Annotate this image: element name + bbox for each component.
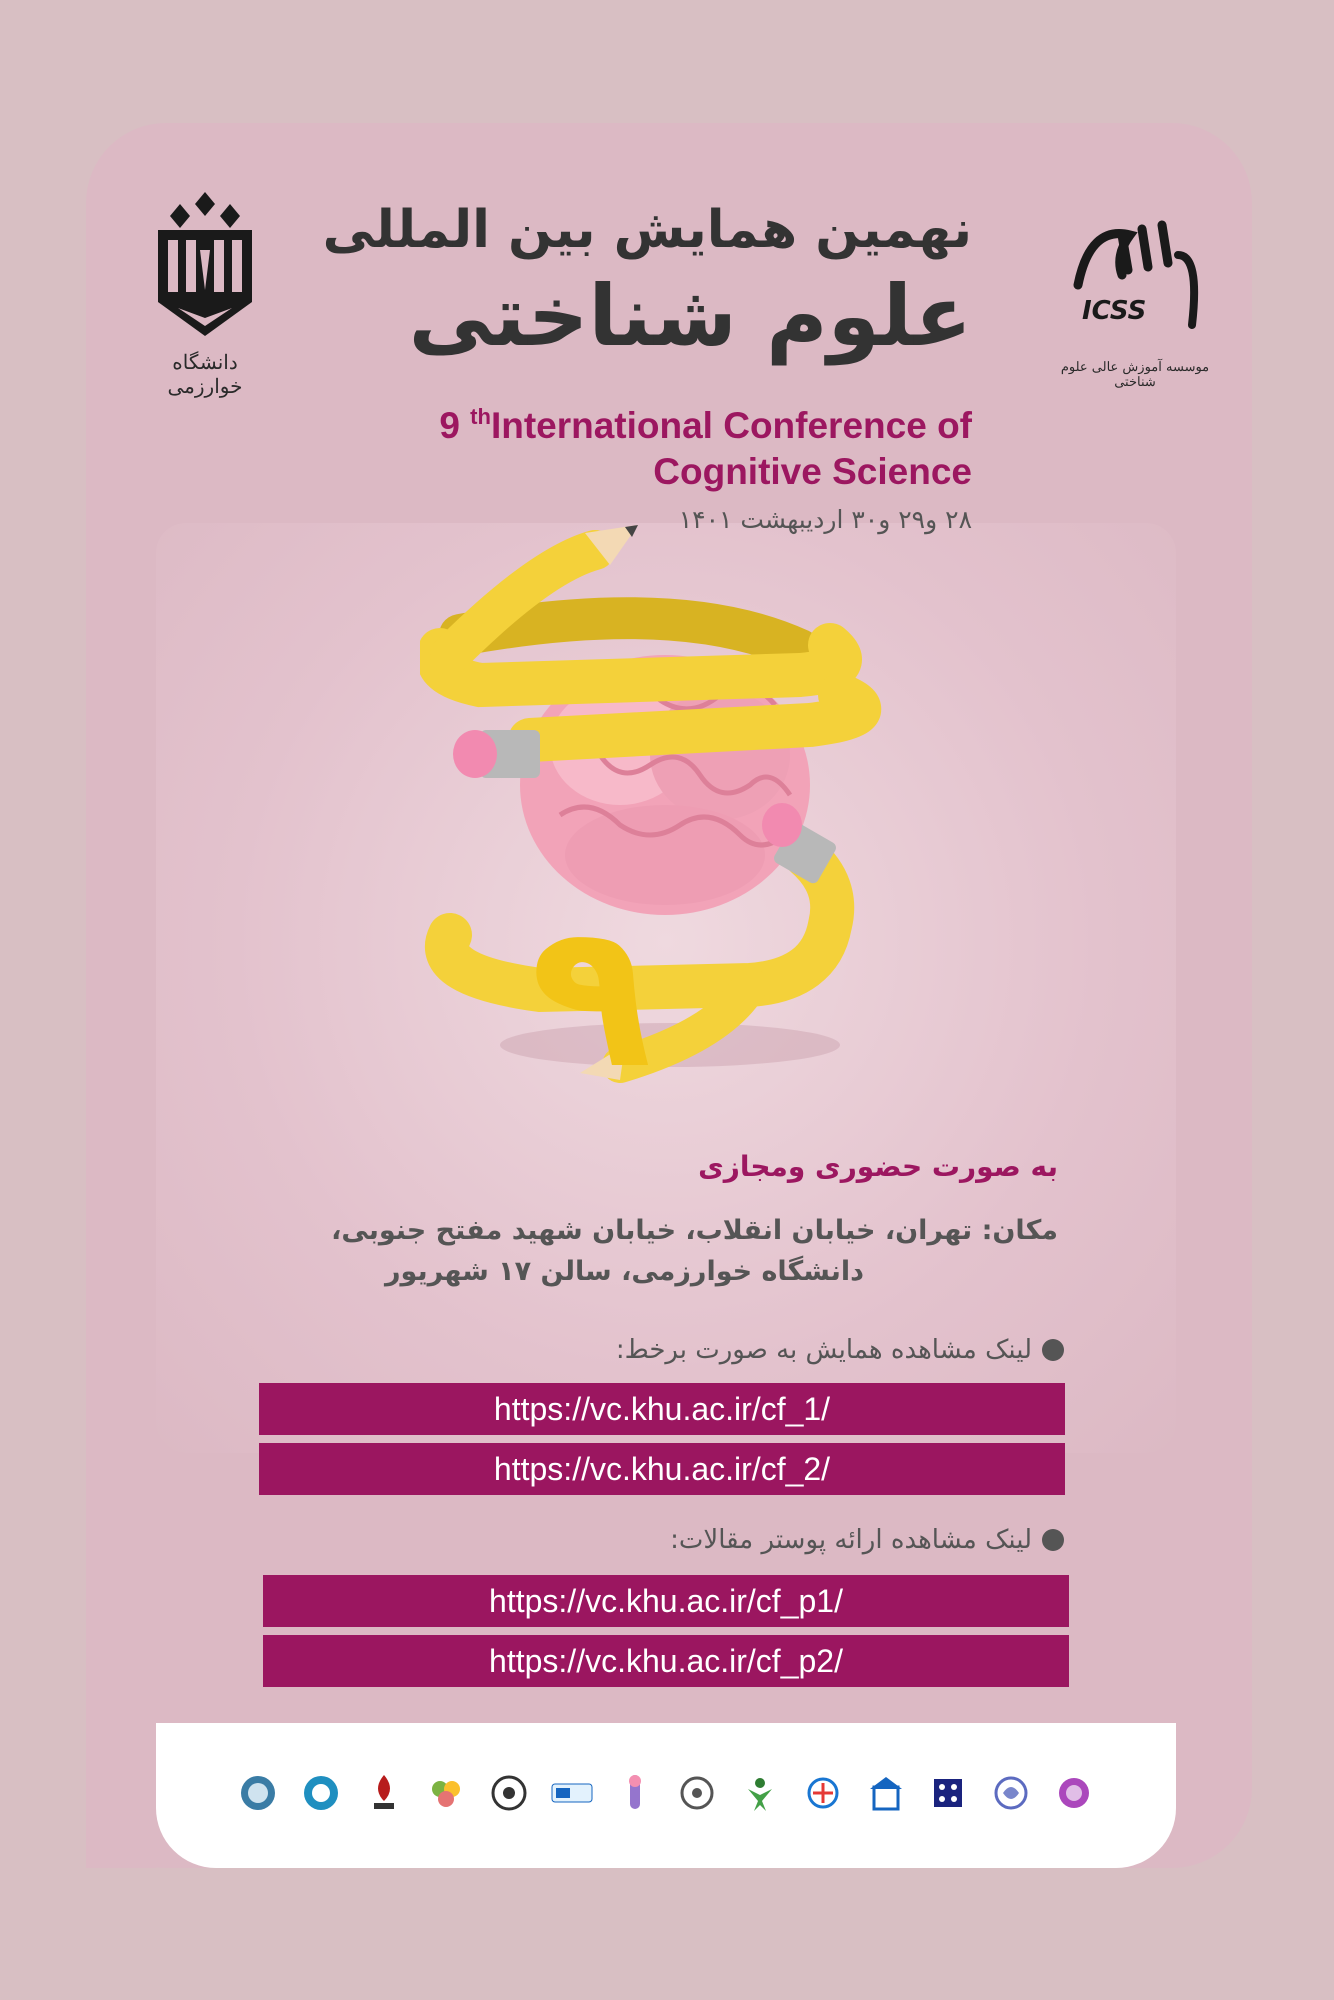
sponsor-logo-9-icon [738, 1768, 782, 1818]
title-persian-line1: نهمین همایش بین المللی [322, 200, 972, 260]
eraser-icon [453, 730, 497, 778]
pencil-brain-illustration [420, 525, 920, 1090]
icss-emblem-icon [1060, 215, 1210, 355]
title-english-line1-text: International Conference of [490, 405, 972, 446]
live-link-2[interactable]: https://vc.khu.ac.ir/cf_2/ [259, 1443, 1065, 1495]
sponsor-logo-5-icon [487, 1768, 531, 1818]
poster-link-1[interactable]: https://vc.khu.ac.ir/cf_p1/ [263, 1575, 1069, 1627]
live-links-heading-text: لینک مشاهده همایش به صورت برخط: [615, 1335, 1032, 1365]
icss-mark-text: ICSS [1082, 296, 1147, 326]
live-link-1[interactable]: https://vc.khu.ac.ir/cf_1/ [259, 1383, 1065, 1435]
live-links-heading [616, 1335, 1064, 1365]
sponsor-logo-4-icon [424, 1768, 468, 1818]
icss-name: موسسه آموزش عالی علوم شناختی [1060, 360, 1210, 390]
sponsor-logo-6-icon [550, 1768, 594, 1818]
conference-date: ۲۸ و۲۹ و۳۰ اردیبهشت ۱۴۰۱ [678, 505, 972, 534]
university-emblem-icon [140, 190, 270, 340]
attendance-mode: به صورت حضوری ومجازی [698, 1150, 1058, 1183]
icss-logo [1060, 215, 1210, 390]
sponsor-logo-7-icon [613, 1768, 657, 1818]
bullet-dot-icon [1042, 1529, 1064, 1551]
sponsor-logo-13-icon [989, 1768, 1033, 1818]
poster-links-heading [670, 1525, 1064, 1555]
title-persian-line2: علوم شناختی [408, 267, 972, 365]
title-english-line1 [439, 404, 972, 447]
edition-number: 9 [439, 405, 460, 446]
bullet-dot-icon [1042, 1339, 1064, 1361]
sponsor-logo-8-icon [675, 1768, 719, 1818]
venue-line-1: مکان: تهران، خیابان انقلاب، خیابان شهید مفتح جنوبی، [331, 1215, 1058, 1246]
poster-link-2[interactable]: https://vc.khu.ac.ir/cf_p2/ [263, 1635, 1069, 1687]
sponsor-logo-2-icon [299, 1768, 343, 1818]
title-english-line2: Cognitive Science [653, 451, 972, 492]
sponsor-logo-3-icon [362, 1768, 406, 1818]
sponsor-logo-10-icon [801, 1768, 845, 1818]
sponsor-logo-14-icon [1052, 1768, 1096, 1818]
venue-line-2: دانشگاه خوارزمی، سالن ۱۷ شهریور [384, 1256, 864, 1287]
kharazmi-university-logo [140, 190, 270, 398]
sponsor-strip [156, 1723, 1176, 1868]
edition-badge-nine: ۹ [530, 880, 653, 1090]
university-name: دانشگاه خوارزمی [167, 350, 243, 398]
sponsor-logo-1-icon [236, 1768, 280, 1818]
sponsor-logo-11-icon [864, 1768, 908, 1818]
sponsor-logos [236, 1763, 1096, 1823]
edition-suffix: th [470, 404, 491, 429]
poster-links-heading-text: لینک مشاهده ارائه پوستر مقالات: [670, 1525, 1032, 1555]
sponsor-logo-12-icon [926, 1768, 970, 1818]
